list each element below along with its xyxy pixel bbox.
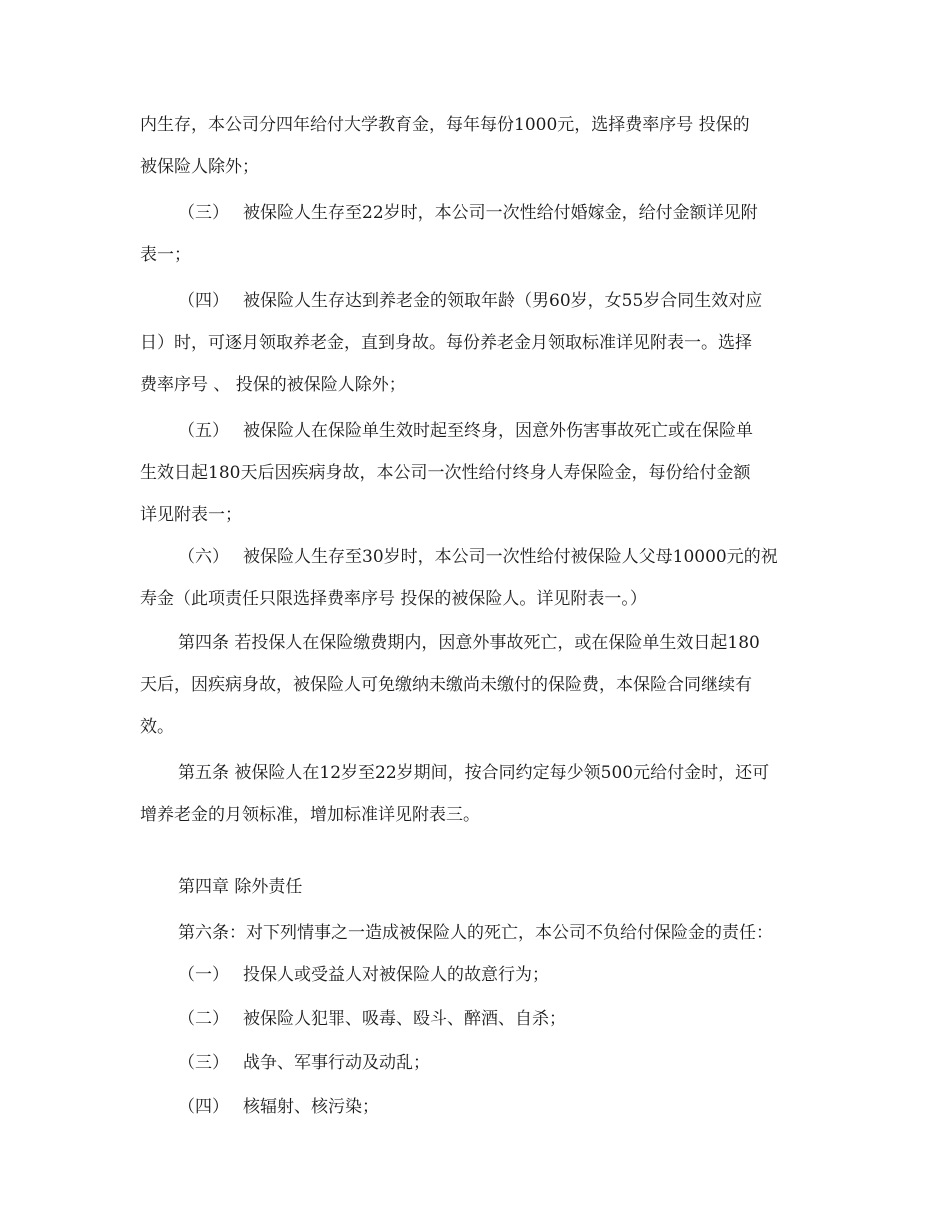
benefit-item-5-cont-2 xyxy=(140,494,800,536)
exclusion-item-3 xyxy=(178,1042,838,1084)
benefit-item-5 xyxy=(178,410,838,452)
exclusion-item-4 xyxy=(178,1086,838,1128)
article-6 xyxy=(178,912,838,954)
benefit-item-3 xyxy=(178,192,838,234)
benefit-marker-3: （三） xyxy=(178,203,229,223)
exclusion-text-4: 核辐射、核污染； xyxy=(243,1097,379,1117)
benefit-text-6-line-2: 寿金（此项责任只限选择费率序号 投保的被保险人。详见附表一。） xyxy=(140,589,647,609)
benefit-text-6-line-1: 被保险人生存至30岁时，本公司一次性给付被保险人父母10000元的祝 xyxy=(243,547,778,567)
benefit-text-4-line-3: 费率序号 、 投保的被保险人除外； xyxy=(140,375,406,395)
benefit-text-5-line-2: 生效日起180天后因疾病身故，本公司一次性给付终身人寿保险金，每份给付金额 xyxy=(140,463,751,483)
exclusion-text-2: 被保险人犯罪、吸毒、殴斗、醉酒、自杀； xyxy=(243,1009,566,1029)
article-4-cont-1 xyxy=(140,664,800,706)
article-6-text: 第六条：对下列情事之一造成被保险人的死亡，本公司不负给付保险金的责任： xyxy=(178,923,773,943)
article-4-line-2: 天后，因疾病身故，被保险人可免缴纳未缴尚未缴付的保险费，本保险合同继续有 xyxy=(140,675,752,695)
chapter-heading xyxy=(178,866,838,908)
benefit-item-4-cont-2 xyxy=(140,364,800,406)
exclusion-text-3: 战争、军事行动及动乱； xyxy=(243,1053,430,1073)
benefit-text-3-line-1: 被保险人生存至22岁时，本公司一次性给付婚嫁金，给付金额详见附 xyxy=(243,203,758,223)
article-5-cont xyxy=(140,794,800,836)
continuation-line-2 xyxy=(140,146,800,188)
benefit-marker-4: （四） xyxy=(178,291,229,311)
continuation-line-1 xyxy=(140,104,800,146)
exclusion-text-1: 投保人或受益人对被保险人的故意行为； xyxy=(243,965,549,985)
chapter-4-heading: 第四章 除外责任 xyxy=(178,877,303,897)
benefit-text-5-line-1: 被保险人在保险单生效时起至终身，因意外伤害事故死亡或在保险单 xyxy=(243,421,753,441)
exclusion-item-1 xyxy=(178,954,838,996)
continuation-text-1: 内生存，本公司分四年给付大学教育金，每年每份1000元，选择费率序号 投保的 xyxy=(140,115,750,135)
article-5-line-2: 增养老金的月领标准，增加标准详见附表三。 xyxy=(140,805,480,825)
benefit-item-4 xyxy=(178,280,838,322)
benefit-item-5-cont-1 xyxy=(140,452,800,494)
benefit-item-4-cont-1 xyxy=(140,322,800,364)
exclusion-marker-1: （一） xyxy=(178,965,229,985)
article-4-line-3: 效。 xyxy=(140,717,174,737)
exclusion-item-2 xyxy=(178,998,838,1040)
benefit-text-4-line-2: 日）时，可逐月领取养老金，直到身故。每份养老金月领取标准详见附表一。选择 xyxy=(140,333,752,353)
benefit-item-6 xyxy=(178,536,838,578)
benefit-marker-6: （六） xyxy=(178,547,229,567)
benefit-text-5-line-3: 详见附表一； xyxy=(140,505,242,525)
article-4-line-1: 第四条 若投保人在保险缴费期内，因意外事故死亡，或在保险单生效日起180 xyxy=(178,633,760,653)
article-5-line-1: 第五条 被保险人在12岁至22岁期间，按合同约定每少领500元给付金时，还可 xyxy=(178,763,770,783)
exclusion-marker-3: （三） xyxy=(178,1053,229,1073)
continuation-text-2: 被保险人除外； xyxy=(140,157,259,177)
benefit-item-6-cont xyxy=(140,578,800,620)
benefit-marker-5: （五） xyxy=(178,421,229,441)
article-4 xyxy=(178,622,838,664)
benefit-text-3-line-2: 表一； xyxy=(140,245,191,265)
exclusion-marker-4: （四） xyxy=(178,1097,229,1117)
exclusion-marker-2: （二） xyxy=(178,1009,229,1029)
article-4-cont-2 xyxy=(140,706,800,748)
benefit-item-3-cont xyxy=(140,234,800,276)
article-5 xyxy=(178,752,838,794)
benefit-text-4-line-1: 被保险人生存达到养老金的领取年龄（男60岁，女55岁合同生效对应 xyxy=(243,291,763,311)
